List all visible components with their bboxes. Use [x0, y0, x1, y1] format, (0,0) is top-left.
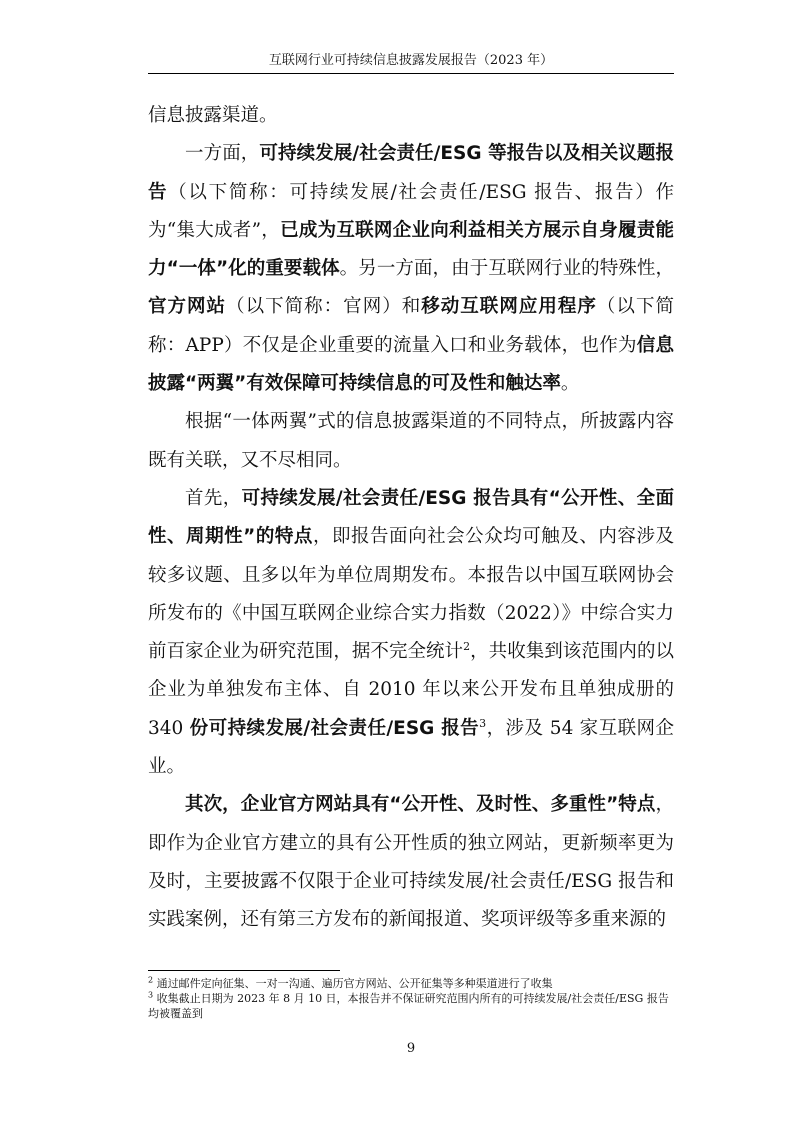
footnote-ref-2[interactable]: 2: [463, 640, 471, 653]
text-run: 根据“一体两翼”式的信息披露渠道的不同特点，所披露内容既有关联，又不尽相同。: [148, 411, 674, 471]
text-run: 一方面，: [185, 143, 260, 165]
paragraph-4: [148, 786, 674, 939]
text-run: 。另一方面，由于互联网行业的特殊性，: [339, 258, 674, 280]
paragraph-3: [148, 480, 674, 786]
footnotes: [148, 976, 674, 1021]
page-number: 9: [406, 1041, 416, 1056]
text-run: ，共收集到该范围内的以企业为单独发布主体、自 2010 年以来公开发布且单独成册的 340: [148, 641, 674, 739]
footnote-text: 通过邮件定向征集、一对一沟通、遍历官方网站、公开征集等多种渠道进行了收集: [153, 977, 553, 990]
header-divider: [148, 73, 674, 74]
text-run: ，即报告面向社会公众均可触及、内容涉及较多议题、且多以年为单位周期发布。本报告以中国互联网协会所发布的《中国互联网企业综合实力指数（2022）》中综合实力前百家企业为研究范围，据不完全统计: [148, 526, 674, 663]
text-run: （以下简称：可持续发展/社会责任/ESG 报告、报告）作为“集大成者”，: [148, 181, 674, 241]
paragraph-1: [148, 135, 674, 403]
bold-run: 份可持续发展/社会责任/ESG 报告: [189, 717, 480, 739]
text-run: 信息披露渠道。: [148, 105, 278, 126]
paragraph-2: [148, 403, 674, 480]
bold-run: 其次，企业官方网站具有“公开性、及时性、多重性”特点: [185, 794, 656, 816]
footnote-mark: 2: [148, 975, 154, 985]
body-text: [148, 97, 674, 940]
bold-run: 官方网站: [148, 296, 227, 318]
footnote-mark: 3: [148, 990, 154, 1000]
text-run: 。: [560, 373, 580, 395]
running-header: 互联网行业可持续信息披露发展报告（2023 年）: [268, 53, 554, 68]
bold-run: 信息披露“两翼”有效保障可持续信息的可及性和触达率: [148, 334, 674, 395]
footnote-2: [148, 976, 674, 991]
text-run: ，涉及 54 家互联网企业。: [148, 717, 674, 778]
text-run: （以下简称：官网）和: [226, 296, 422, 318]
text-run: 首先，: [185, 487, 242, 509]
footnote-3: [148, 991, 674, 1021]
bold-run: 已成为互联网企业向利益相关方展示自身履责能力“一体”化的重要载体: [148, 219, 674, 280]
bold-run: 可持续发展/社会责任/ESG 等报告以及相关议题报告: [148, 143, 674, 203]
text-run: （以下简称：APP）不仅是企业重要的流量入口和业务载体，也作为: [148, 296, 674, 356]
footnote-text: 收集截止日期为 2023 年 8 月 10 日，本报告并不保证研究范围内所有的可持续发展/社会责任/ESG 报告均被覆盖到: [148, 992, 669, 1020]
text-run: ，即作为企业官方建立的具有公开性质的独立网站，更新频率更为及时，主要披露不仅限于企业可持续发展/社会责任/ESG 报告和实践案例，还有第三方发布的新闻报道、奖项评级等多重来源的: [148, 794, 674, 931]
bold-run: 可持续发展/社会责任/ESG 报告具有“公开性、全面性、周期性”的特点: [148, 487, 674, 548]
footnote-ref-3[interactable]: 3: [479, 716, 487, 730]
bold-run: 移动互联网应用程序: [421, 296, 597, 318]
paragraph-0: [148, 97, 674, 135]
footnote-divider: [148, 970, 340, 971]
